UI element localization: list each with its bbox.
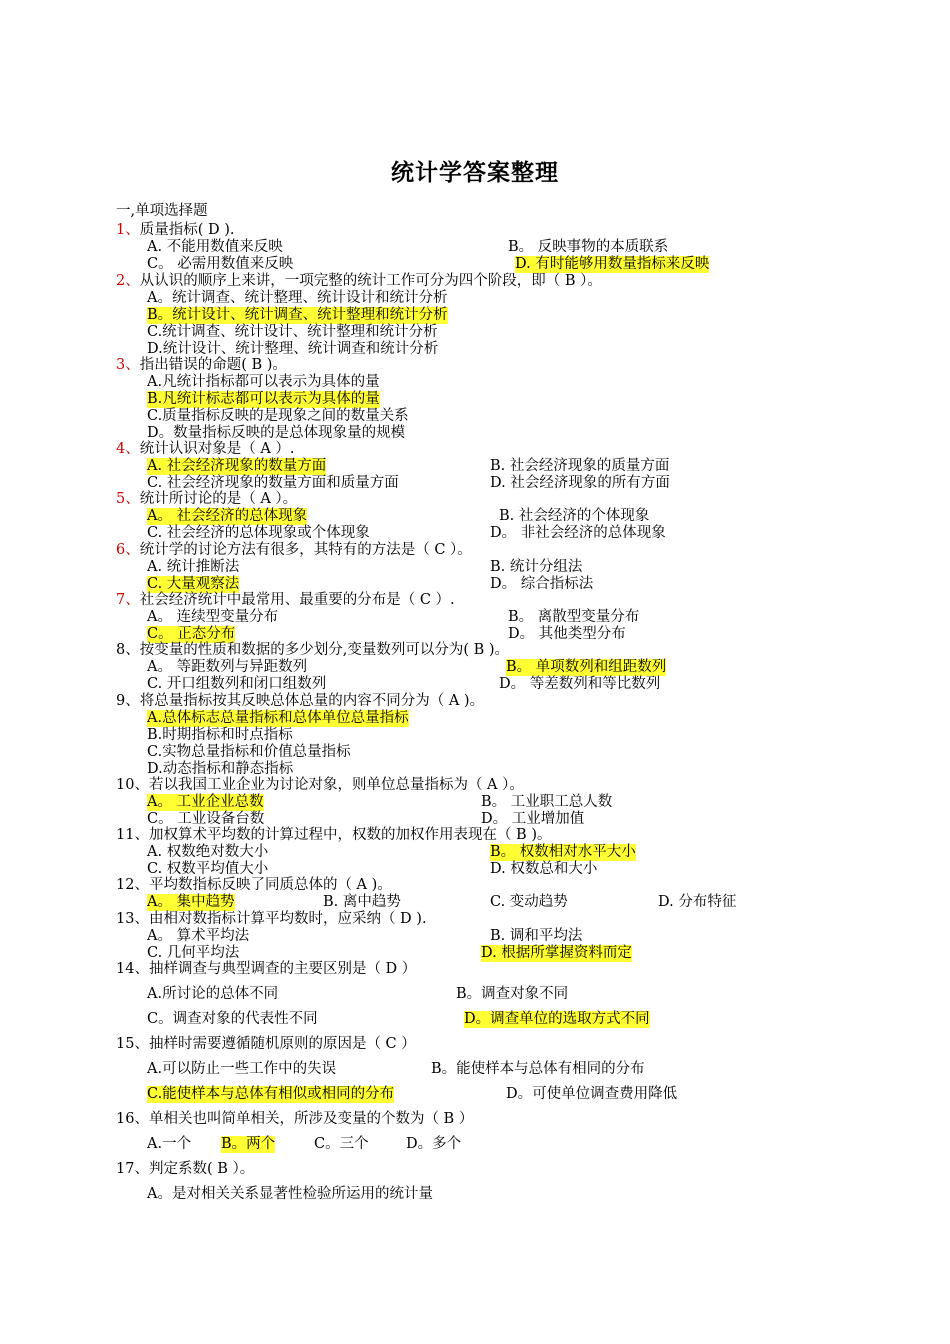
option-d: D。 等差数列和等比数列: [499, 676, 661, 692]
option-b: B.时期指标和时点指标: [147, 727, 293, 743]
option-c: C.质量指标反映的是现象之间的数量关系: [147, 408, 409, 424]
question-stem: 7、社会经济统计中最常用、最重要的分布是（ C ）.: [116, 592, 455, 608]
option-b: B。 离散型变量分布: [508, 609, 640, 625]
option-d: D. 分布特征: [658, 894, 737, 910]
option-b-answer: B。 单项数列和组距数列: [506, 659, 667, 675]
question-stem: 8、按变量的性质和数据的多少划分,变量数列可以分为( B )。: [116, 642, 510, 658]
option-a: A. 不能用数值来反映: [147, 239, 283, 255]
option-b: B。调查对象不同: [456, 986, 569, 1002]
section-heading: 一,单项选择题: [116, 203, 208, 219]
option-a-answer: A.总体标志总量指标和总体单位总量指标: [147, 710, 409, 726]
option-c: C.统计调查、统计设计、统计整理和统计分析: [147, 324, 438, 340]
option-a: A. 权数绝对数大小: [147, 844, 269, 860]
option-b: B。能使样本与总体有相同的分布: [431, 1061, 645, 1077]
option-d: D。 工业增加值: [481, 811, 585, 827]
question-stem: 4、统计认识对象是（ A ）.: [116, 441, 295, 457]
option-a: A.所讨论的总体不同: [147, 986, 279, 1002]
option-b-answer: B.凡统计标志都可以表示为具体的量: [147, 391, 380, 407]
option-b-answer: B。统计设计、统计调查、统计整理和统计分析: [147, 307, 448, 323]
question-stem: 14、抽样调查与典型调查的主要区别是（ D ）: [116, 961, 417, 977]
option-c: C。调查对象的代表性不同: [147, 1011, 318, 1027]
option-b: B。 反映事物的本质联系: [508, 239, 669, 255]
option-d-answer: D。调查单位的选取方式不同: [464, 1011, 650, 1027]
option-b: B. 调和平均法: [490, 928, 583, 944]
option-a: A。 等距数列与异距数列: [147, 659, 308, 675]
option-a: A.凡统计指标都可以表示为具体的量: [147, 374, 380, 390]
question-stem: 13、由相对数指标计算平均数时，应采纳（ D ).: [116, 911, 427, 927]
option-a: A。统计调查、统计整理、统计设计和统计分析: [147, 290, 448, 306]
option-b: B。 工业职工总人数: [481, 794, 613, 810]
option-d: D.动态指标和静态指标: [147, 761, 294, 777]
question-stem: 9、将总量指标按其反映总体总量的内容不同分为（ A )。: [116, 693, 485, 709]
option-d: D。 其他类型分布: [508, 626, 626, 642]
option-d-answer: D. 根据所掌握资料而定: [481, 945, 632, 961]
option-b-answer: B。 权数相对水平大小: [490, 844, 636, 860]
option-c: C。三个: [314, 1136, 369, 1152]
option-c: C. 权数平均值大小: [147, 861, 269, 877]
option-c: C.实物总量指标和价值总量指标: [147, 744, 351, 760]
option-c: C. 社会经济的总体现象或个体现象: [147, 525, 370, 541]
question-stem: 12、平均数指标反映了同质总体的（ A )。: [116, 877, 392, 893]
question-stem: 17、判定系数( B ）。: [116, 1161, 255, 1177]
option-b: B. 社会经济的个体现象: [499, 508, 650, 524]
option-a-answer: A。 社会经济的总体现象: [147, 508, 308, 524]
option-c: C。 工业设备台数: [147, 811, 265, 827]
question-stem: 2、从认识的顺序上来讲，一项完整的统计工作可分为四个阶段，即（ B ）。: [116, 273, 602, 289]
option-c-answer: C.能使样本与总体有相似或相同的分布: [147, 1086, 395, 1102]
page-title: 统计学答案整理: [391, 160, 559, 186]
option-a: A。是对相关关系显著性检验所运用的统计量: [147, 1186, 433, 1202]
option-d: D. 社会经济现象的所有方面: [490, 475, 670, 491]
option-a: A。 连续型变量分布: [147, 609, 279, 625]
question-stem: 6、统计学的讨论方法有很多，其特有的方法是（ C ）。: [116, 542, 472, 558]
option-a-answer: A。 集中趋势: [147, 894, 235, 910]
option-c-answer: C。 正态分布: [147, 626, 236, 642]
option-a: A.一个: [147, 1136, 192, 1152]
option-c-answer: C. 大量观察法: [147, 576, 240, 592]
option-c: C. 社会经济现象的数量方面和质量方面: [147, 475, 399, 491]
option-c: C。 必需用数值来反映: [147, 256, 294, 272]
option-d-answer: D. 有时能够用数量指标来反映: [515, 256, 710, 272]
option-c: C. 开口组数列和闭口组数列: [147, 676, 327, 692]
option-a: A。 算术平均法: [147, 928, 250, 944]
option-b: B. 离中趋势: [323, 894, 401, 910]
option-d: D. 权数总和大小: [490, 861, 598, 877]
option-b: B. 社会经济现象的质量方面: [490, 458, 670, 474]
option-d: D.统计设计、统计整理、统计调查和统计分析: [147, 341, 439, 357]
option-a-answer: A. 社会经济现象的数量方面: [147, 458, 327, 474]
option-d: D。 综合指标法: [490, 576, 594, 592]
option-d: D。 非社会经济的总体现象: [490, 525, 666, 541]
option-d: D。数量指标反映的是总体现象量的规模: [147, 425, 406, 441]
option-b-answer: B。两个: [221, 1136, 276, 1152]
question-stem: 15、抽样时需要遵循随机原则的原因是（ C ）: [116, 1036, 416, 1052]
option-d: D。可使单位调查费用降低: [506, 1086, 678, 1102]
option-d: D。多个: [406, 1136, 462, 1152]
question-stem: 16、单相关也叫简单相关，所涉及变量的个数为（ B ）: [116, 1111, 474, 1127]
question-stem: 11、加权算术平均数的计算过程中，权数的加权作用表现在（ B )。: [116, 827, 552, 843]
question-stem: 3、指出错误的命题( B )。: [116, 357, 287, 373]
option-a: A.可以防止一些工作中的失误: [147, 1061, 337, 1077]
option-a: A. 统计推断法: [147, 559, 240, 575]
option-a-answer: A。 工业企业总数: [147, 794, 264, 810]
question-stem: 5、统计所讨论的是（ A ）。: [116, 491, 298, 507]
question-stem: 10、若以我国工业企业为讨论对象，则单位总量指标为（ A ）。: [116, 777, 524, 793]
option-c: C. 几何平均法: [147, 945, 240, 961]
option-b: B. 统计分组法: [490, 559, 583, 575]
question-stem: 1、质量指标( D ).: [116, 222, 235, 238]
option-c: C. 变动趋势: [490, 894, 568, 910]
